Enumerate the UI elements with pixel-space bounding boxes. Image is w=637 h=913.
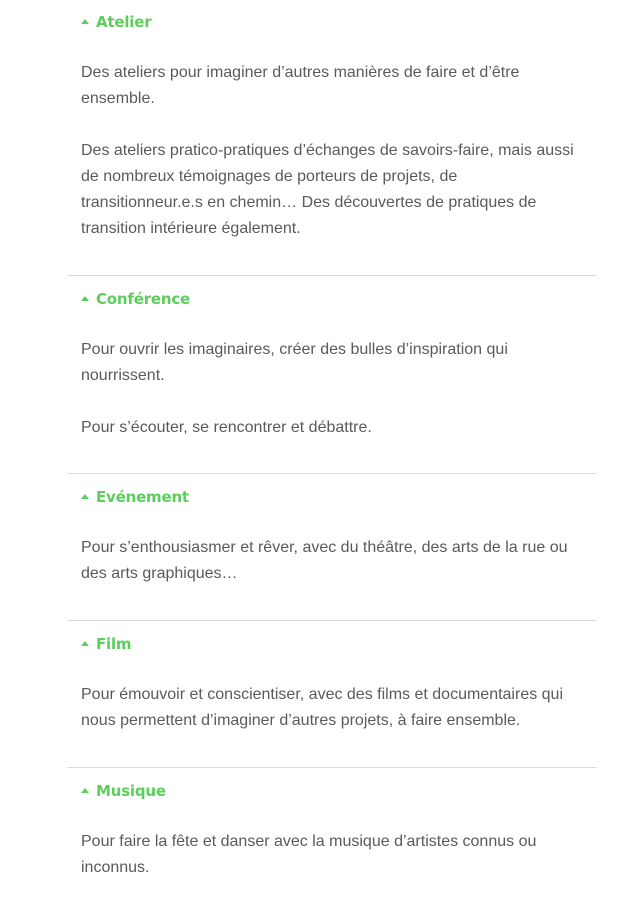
accordion: [67, 0, 597, 911]
caret-up-icon: [81, 788, 89, 793]
panel-paragraph: Des ateliers pratico-pratiques d’échanges de savoirs-faire, mais aussi de nombreux témoignages de porteurs de projets, de transitionneur.e.s en chemin… Des découvertes de pratiques de transition intérieure également.: [81, 142, 574, 237]
accordion-header-film[interactable]: [67, 621, 597, 654]
accordion-item-film: [67, 621, 597, 768]
panel-paragraph: Pour émouvoir et conscientiser, avec des films et documentaires qui nous permettent d’imaginer d’autres projets, à faire ensemble.: [81, 686, 564, 729]
accordion-panel-film: [67, 654, 597, 767]
caret-up-icon: [81, 494, 89, 499]
accordion-title: Evénement: [96, 488, 189, 506]
accordion-panel-atelier: [67, 32, 597, 275]
caret-up-icon: [81, 641, 89, 646]
panel-paragraph: Pour faire la fête et danser avec la musique d’artistes connus ou inconnus.: [81, 833, 537, 876]
accordion-header-atelier[interactable]: [67, 0, 597, 32]
accordion-header-musique[interactable]: [67, 768, 597, 801]
accordion-item-atelier: [67, 0, 597, 276]
panel-paragraph: Pour ouvrir les imaginaires, créer des bulles d’inspiration qui nourrissent.: [81, 341, 508, 384]
accordion-panel-conference: [67, 309, 597, 473]
accordion-header-conference[interactable]: [67, 276, 597, 309]
caret-up-icon: [81, 296, 89, 301]
accordion-title: Film: [96, 635, 132, 653]
accordion-item-conference: [67, 276, 597, 474]
caret-up-icon: [81, 19, 89, 24]
accordion-title: Conférence: [96, 290, 191, 308]
accordion-panel-evenement: [67, 507, 597, 620]
accordion-title: Musique: [96, 782, 166, 800]
accordion-item-evenement: [67, 474, 597, 621]
accordion-title: Atelier: [96, 13, 152, 31]
panel-paragraph: Des ateliers pour imaginer d’autres manières de faire et d’être ensemble.: [81, 64, 520, 107]
panel-paragraph: Pour s’écouter, se rencontrer et débattre.: [81, 419, 372, 436]
accordion-header-evenement[interactable]: [67, 474, 597, 507]
accordion-panel-musique: [67, 801, 597, 911]
accordion-item-musique: [67, 768, 597, 911]
panel-paragraph: Pour s’enthousiasmer et rêver, avec du théâtre, des arts de la rue ou des arts graphiques…: [81, 539, 568, 582]
